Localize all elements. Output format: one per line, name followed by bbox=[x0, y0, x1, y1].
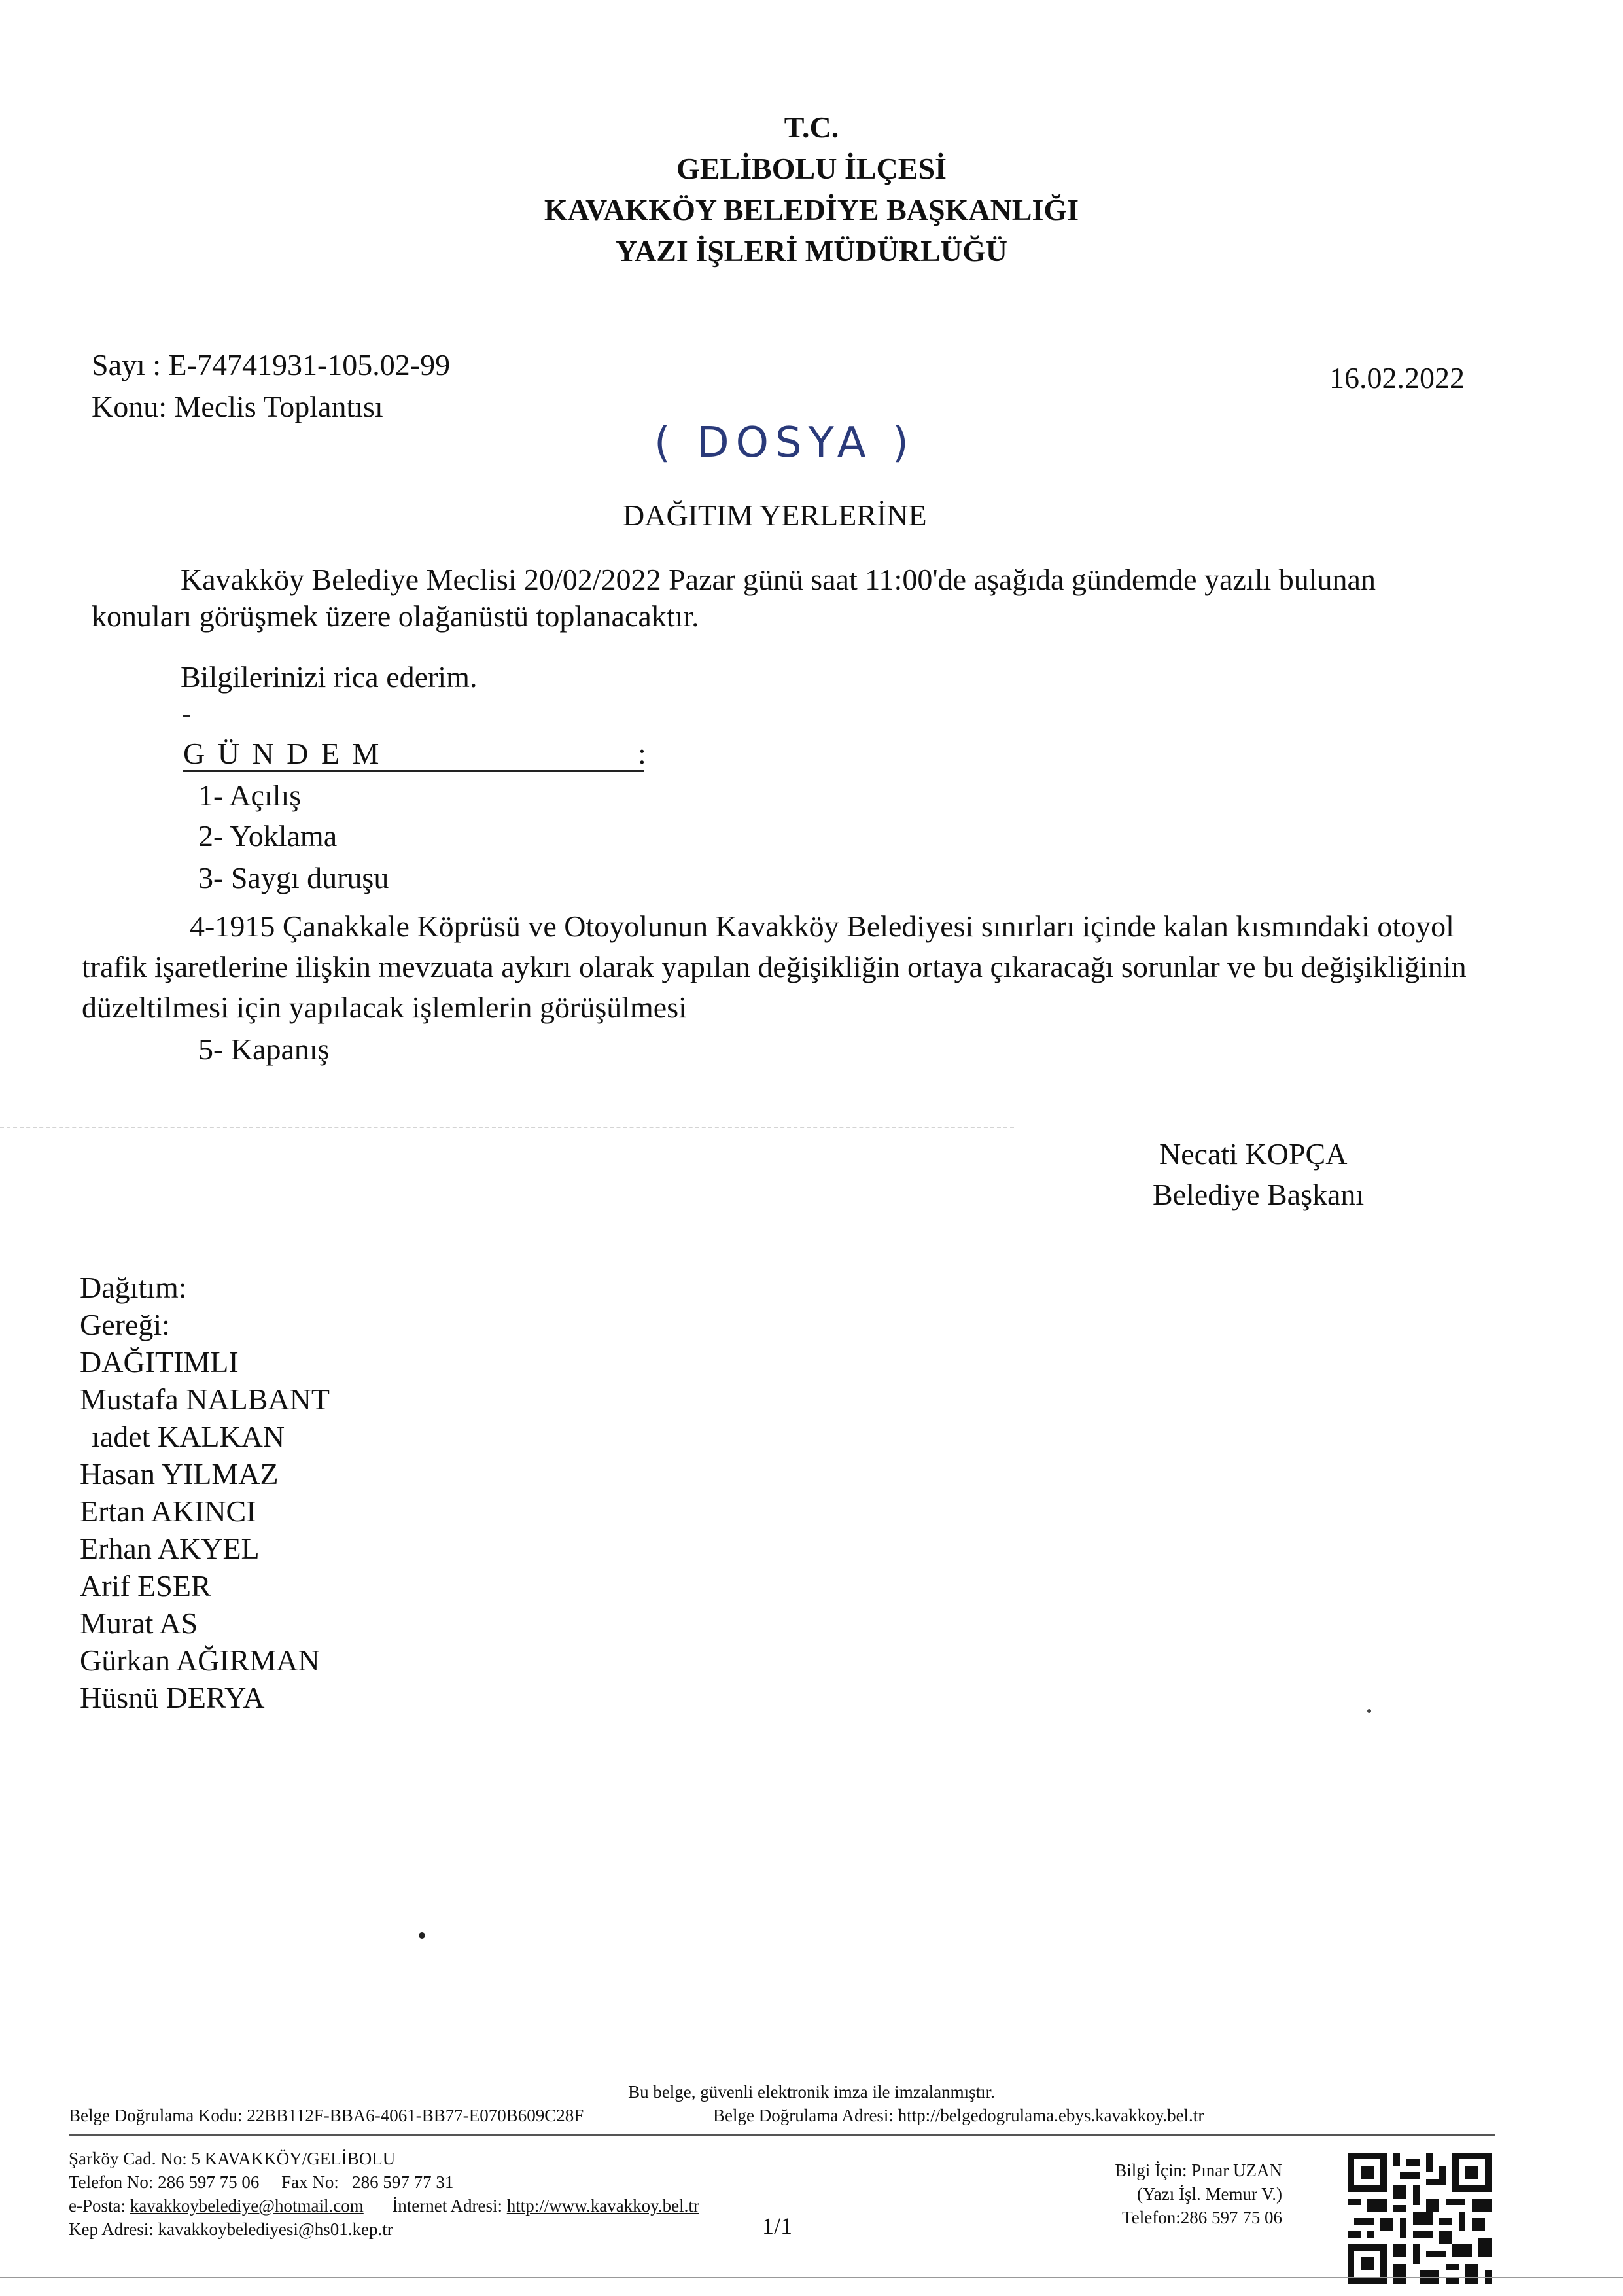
document-date: 16.02.2022 bbox=[1329, 361, 1465, 395]
document-subject: Konu: Meclis Toplantısı bbox=[92, 390, 383, 423]
document-number: Sayı : E-74741931-105.02-99 bbox=[92, 348, 451, 381]
agenda-item-3: 3- Saygı duruşu bbox=[198, 861, 389, 894]
header-district: GELİBOLU İLÇESİ bbox=[676, 152, 947, 185]
header-municipality: KAVAKKÖY BELEDİYE BAŞKANLIĞI bbox=[544, 193, 1079, 226]
distribution-line: Ertan AKINCI bbox=[80, 1494, 256, 1528]
email-link[interactable]: kavakkoybelediye@hotmail.com bbox=[130, 2196, 364, 2216]
distribution-line: Mustafa NALBANT bbox=[80, 1383, 330, 1416]
info-contact-role: (Yazı İşl. Memur V.) bbox=[1136, 2184, 1282, 2204]
distribution-line: Erhan AKYEL bbox=[80, 1532, 260, 1565]
body-paragraph-1-line-1: Kavakköy Belediye Meclisi 20/02/2022 Pazar günü saat 11:00'de aşağıda gündemde yazılı bulunan bbox=[181, 563, 1376, 596]
website-link[interactable]: http://www.kavakkoy.bel.tr bbox=[506, 2196, 699, 2216]
scan-fold-line bbox=[0, 1127, 1014, 1129]
agenda-item-1: 1- Açılış bbox=[198, 779, 302, 812]
recipient-line: DAĞITIM YERLERİNE bbox=[623, 499, 927, 532]
body-paragraph-1-line-2: konuları görüşmek üzere olağanüstü toplanacaktır. bbox=[92, 599, 699, 633]
handwritten-note: ( DOSYA ) bbox=[654, 419, 915, 467]
info-contact-name: Bilgi İçin: Pınar UZAN bbox=[1115, 2161, 1282, 2180]
footer-kep: Kep Adresi: kavakkoybelediyesi@hs01.kep.tr bbox=[69, 2219, 393, 2239]
header-line-tc: T.C. bbox=[784, 111, 839, 144]
agenda-title: G Ü N D E M bbox=[183, 737, 382, 770]
distribution-line: DAĞITIMLI bbox=[80, 1345, 239, 1379]
verify-address: Belge Doğrulama Adresi: http://belgedogrulama.ebys.kavakkoy.bel.tr bbox=[713, 2106, 1204, 2125]
header-department: YAZI İŞLERİ MÜDÜRLÜĞÜ bbox=[616, 234, 1007, 268]
email-label: e-Posta: bbox=[69, 2196, 130, 2216]
qr-code-icon bbox=[1348, 2153, 1492, 2284]
agenda-item-4-line-2: trafik işaretlerine ilişkin mevzuata aykırı olarak yapılan değişikliğin ortaya çıkaracağı sorunlar ve bu değişikliğinin bbox=[82, 950, 1467, 983]
distribution-line: Arif ESER bbox=[80, 1569, 211, 1602]
agenda-item-4-line-1: 4-1915 Çanakkale Köprüsü ve Otoyolunun Kavakköy Belediyesi sınırları içinde kalan kısmındaki otoyol bbox=[190, 910, 1454, 943]
esign-notice: Bu belge, güvenli elektronik imza ile imzalanmıştır. bbox=[628, 2082, 995, 2102]
agenda-item-5: 5- Kapanış bbox=[198, 1033, 330, 1066]
agenda-item-2: 2- Yoklama bbox=[198, 819, 338, 853]
info-contact-phone: Telefon:286 597 75 06 bbox=[1122, 2208, 1282, 2227]
scan-bottom-edge bbox=[0, 2277, 1623, 2278]
signatory-title: Belediye Başkanı bbox=[1153, 1178, 1365, 1211]
agenda-mark bbox=[183, 715, 190, 717]
distribution-line: Gürkan AĞIRMAN bbox=[80, 1644, 320, 1677]
signatory-name: Necati KOPÇA bbox=[1159, 1137, 1348, 1171]
distribution-geregi: Gereği: bbox=[80, 1308, 170, 1341]
agenda-title-underline bbox=[183, 770, 644, 772]
body-paragraph-2: Bilgilerinizi rica ederim. bbox=[181, 660, 478, 694]
distribution-line: Hüsnü DERYA bbox=[80, 1681, 265, 1714]
distribution-line: Murat AS bbox=[80, 1606, 198, 1640]
footer-email-internet bbox=[69, 2195, 699, 2217]
page-number: 1/1 bbox=[762, 2213, 793, 2239]
internet-label: İnternet Adresi: bbox=[392, 2196, 507, 2216]
verify-code: Belge Doğrulama Kodu: 22BB112F-BBA6-4061-BB77-E070B609C28F bbox=[69, 2106, 584, 2125]
scan-dot bbox=[419, 1932, 425, 1939]
distribution-line: ıadet KALKAN bbox=[92, 1420, 285, 1453]
agenda-colon: : bbox=[638, 737, 646, 770]
footer-phone-fax: Telefon No: 286 597 75 06 Fax No: 286 597 77 31 bbox=[69, 2172, 454, 2192]
footer-divider bbox=[69, 2134, 1495, 2136]
scan-dot bbox=[1367, 1709, 1371, 1713]
footer-address: Şarköy Cad. No: 5 KAVAKKÖY/GELİBOLU bbox=[69, 2149, 396, 2168]
agenda-item-4-line-3: düzeltilmesi için yapılacak işlemlerin görüşülmesi bbox=[82, 991, 687, 1024]
distribution-line: Hasan YILMAZ bbox=[80, 1457, 279, 1491]
distribution-label: Dağıtım: bbox=[80, 1271, 187, 1304]
